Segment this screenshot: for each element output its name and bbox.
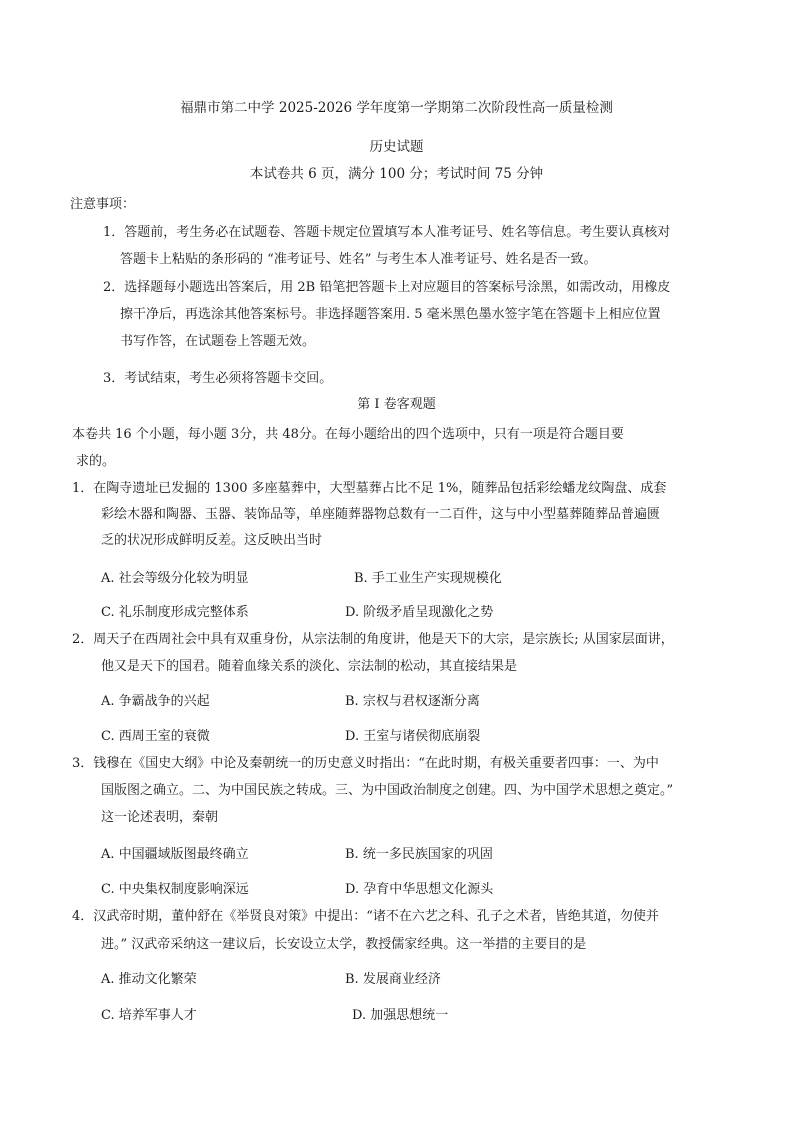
section-intro-line-1: 本卷共 16 个小题，每小题 3分，共 48分。在每小题给出的四个选项中，只有一项是符合题目要	[72, 427, 624, 442]
question-3-option-d[interactable]: D. 孕育中华思想文化源头	[345, 882, 494, 897]
question-3-option-c[interactable]: C. 中央集权制度影响深远	[101, 882, 249, 897]
question-2-option-b[interactable]: B. 宗权与君权逐渐分离	[345, 694, 480, 709]
question-4-option-d[interactable]: D. 加强思想统一	[352, 1008, 449, 1023]
question-1-line-2: 彩绘木器和陶器、玉器、装饰品等，单座随葬器物总数有一二百件，这与中小型墓葬随葬品普遍匮	[101, 507, 661, 522]
question-2-option-c[interactable]: C. 西周王室的衰微	[101, 729, 210, 744]
question-3-option-b[interactable]: B. 统一多民族国家的巩固	[345, 847, 493, 862]
notes-heading: 注意事项：	[70, 197, 136, 212]
question-4-option-b[interactable]: B. 发展商业经济	[345, 972, 441, 987]
question-1-line-1: 1．在陶寺遗址已发掘的 1300 多座墓葬中，大型墓葬占比不足 1%，随葬品包括彩绘蟠龙纹陶盘、成套	[72, 481, 667, 496]
note-3-line-1: 3．考试结束，考生必须将答题卡交回。	[103, 371, 333, 386]
question-4-option-c[interactable]: C. 培养军事人才	[101, 1008, 197, 1023]
note-2-line-3: 书写作答，在试题卷上答题无效。	[120, 334, 316, 349]
question-1-option-b[interactable]: B. 手工业生产实现规模化	[354, 571, 502, 586]
question-4-line-1: 4．汉武帝时期，董仲舒在《举贤良对策》中提出：“诸不在六艺之科、孔子之术者，皆绝其道，勿使并	[72, 909, 659, 924]
note-2-line-1: 2．选择题每小题选出答案后，用 2B 铅笔把答题卡上对应题目的答案标号涂黑，如需改动，用橡皮	[103, 280, 671, 295]
question-4-line-2: 进。” 汉武帝采纳这一建议后，长安设立太学，教授儒家经典。这一举措的主要目的是	[101, 937, 587, 952]
section-intro-line-2: 求的。	[76, 454, 116, 469]
subject-title: 历史试题	[369, 139, 424, 155]
question-1-option-c[interactable]: C. 礼乐制度形成完整体系	[101, 605, 249, 620]
question-1-option-a[interactable]: A. 社会等级分化较为明显	[101, 571, 249, 586]
question-4-option-a[interactable]: A. 推动文化繁荣	[101, 972, 197, 987]
question-3-option-a[interactable]: A. 中国疆域版图最终确立	[101, 847, 249, 862]
question-1-option-d[interactable]: D. 阶级矛盾呈现激化之势	[345, 605, 494, 620]
section-title: 第 I 卷客观题	[357, 397, 436, 412]
question-3-line-2: 国版图之确立。二、为中国民族之转成。三、为中国政治制度之创建。四、为中国学术思想之奠定。”	[101, 783, 674, 798]
question-3-line-1: 3．钱穆在《国史大纲》中论及秦朝统一的历史意义时指出：“在此时期，有极关重要者四事：一、为中	[72, 756, 659, 771]
question-2-option-a[interactable]: A. 争霸战争的兴起	[101, 694, 210, 709]
note-1-line-1: 1．答题前，考生务必在试题卷、答题卡规定位置填写本人准考证号、姓名等信息。考生要认真核对	[103, 225, 671, 240]
question-3-line-3: 这一论述表明，秦朝	[101, 810, 219, 825]
question-2-option-d[interactable]: D. 王室与诸侯彻底崩裂	[345, 729, 481, 744]
exam-title: 福鼎市第二中学 2025-2026 学年度第一学期第二次阶段性高一质量检测	[180, 100, 613, 116]
note-2-line-2: 擦干净后，再选涂其他答案标号。非选择题答案用. 5 毫米黑色墨水签字笔在答题卡上相应位置	[120, 307, 661, 322]
question-2-line-1: 2．周天子在西周社会中具有双重身份，从宗法制的角度讲，他是天下的大宗，是宗族长; 从国家层面讲，	[72, 632, 674, 647]
question-1-line-3: 乏的状况形成鲜明反差。这反映出当时	[101, 533, 323, 548]
note-1-line-2: 答题卡上粘贴的条形码的 “准考证号、姓名” 与考生本人准考证号、姓名是否一致。	[120, 252, 597, 267]
question-2-line-2: 他又是天下的国君。随着血缘关系的淡化、宗法制的松动，其直接结果是	[101, 659, 518, 674]
exam-info: 本试卷共 6 页，满分 100 分；考试时间 75 分钟	[249, 166, 544, 182]
